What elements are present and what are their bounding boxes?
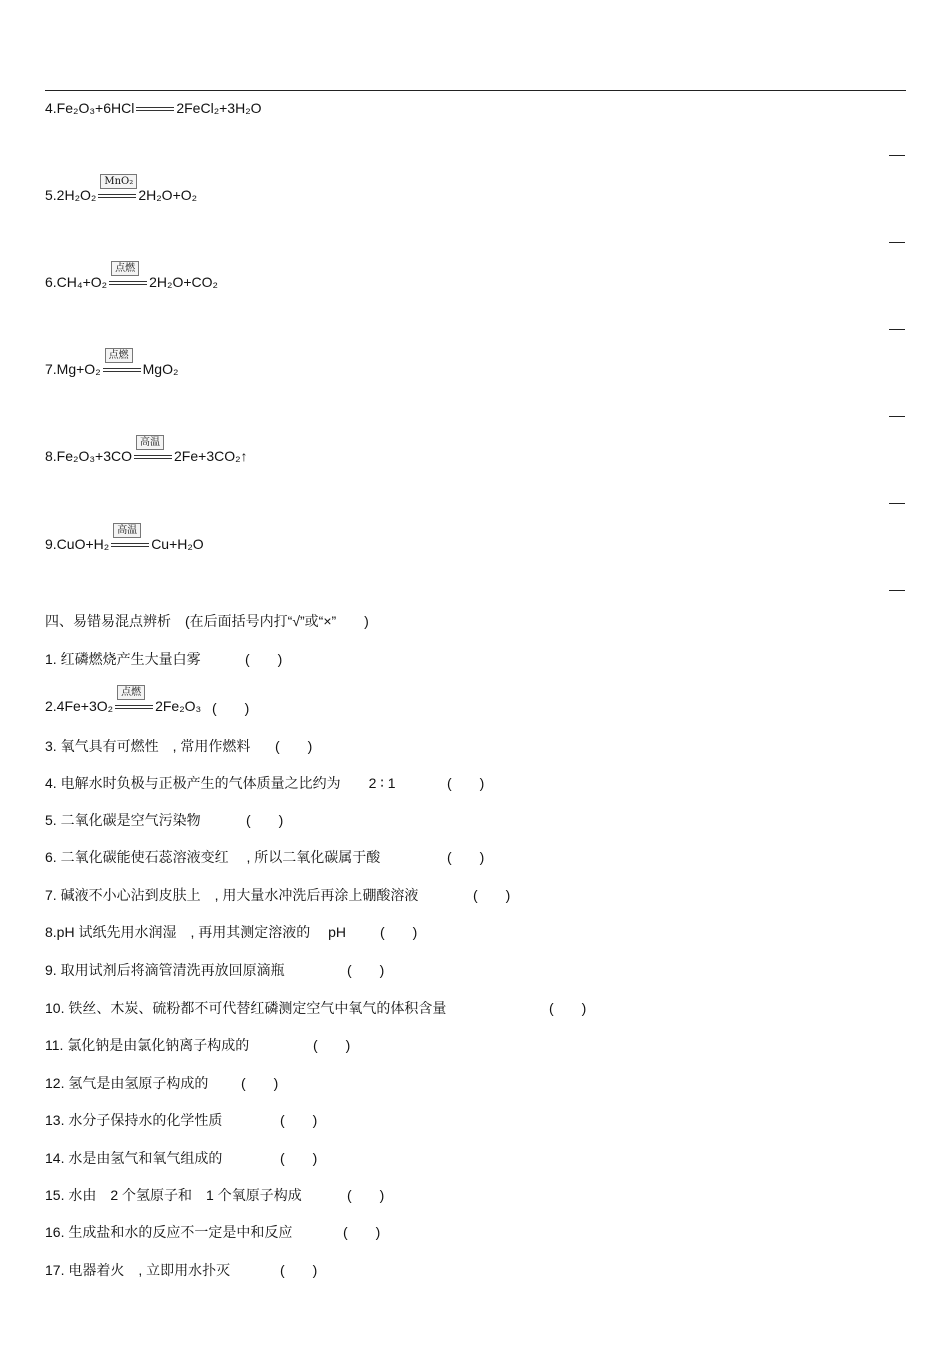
top-rule [45, 90, 906, 91]
answer-parentheses[interactable]: ( ) [212, 700, 250, 716]
equation-right: MgO₂ [142, 361, 179, 377]
answer-parentheses[interactable]: ( ) [280, 1150, 318, 1166]
equals-bar [115, 705, 153, 709]
answer-parentheses[interactable]: ( ) [447, 849, 485, 865]
reaction-condition: 点燃 [111, 261, 139, 276]
equation-left: 4.Fe₂O₃+6HCl [45, 100, 135, 116]
equation-left: 7.Mg+O₂ [45, 361, 101, 377]
list-item: 6. 二氧化碳能使石蕊溶液变红 , 所以二氧化碳属于酸 [45, 849, 381, 865]
equation-4 [45, 100, 262, 116]
equation-right: 2H₂O+CO₂ [149, 274, 218, 290]
answer-line [889, 416, 905, 417]
answer-line [889, 503, 905, 504]
equation-left: 5.2H₂O₂ [45, 187, 97, 203]
list-item: 15. 水由 2 个氢原子和 1 个氧原子构成 [45, 1187, 302, 1203]
list-item: 16. 生成盐和水的反应不一定是中和反应 [45, 1224, 293, 1240]
list-item: 10. 铁丝、木炭、硫粉都不可代替红磷测定空气中氧气的体积含量 [45, 1000, 447, 1016]
section-title: 四、易错易混点辨析 (在后面括号内打“√”或“×” ) [45, 613, 369, 629]
answer-parentheses[interactable]: ( ) [246, 812, 284, 828]
list-item: 7. 碱液不小心沾到皮肤上 , 用大量水冲洗后再涂上硼酸溶液 [45, 887, 419, 903]
equation-8 [45, 437, 248, 464]
reaction-condition: 高温 [113, 523, 141, 538]
equation-9 [45, 525, 204, 552]
answer-parentheses[interactable]: ( ) [380, 924, 418, 940]
equation-6 [45, 263, 218, 290]
list-item: 11. 氯化钠是由氯化钠离子构成的 [45, 1037, 250, 1053]
answer-parentheses[interactable]: ( ) [280, 1112, 318, 1128]
answer-parentheses[interactable]: ( ) [313, 1037, 351, 1053]
list-item: 8.pH 试纸先用水润湿 , 再用其测定溶液的 pH [45, 924, 347, 940]
answer-line [889, 155, 905, 156]
equals-bar [134, 455, 172, 459]
answer-parentheses[interactable]: ( ) [447, 775, 485, 791]
equals-bar [136, 107, 174, 111]
equation-right: 2Fe₂O₃ [155, 698, 202, 714]
equation-right: 2H₂O+O₂ [138, 187, 198, 203]
list-item: 1. 红磷燃烧产生大量白雾 [45, 651, 201, 667]
equals-bar [111, 543, 149, 547]
reaction-condition: MnO₂ [100, 174, 137, 189]
reaction-condition: 点燃 [105, 348, 133, 363]
answer-parentheses[interactable]: ( ) [343, 1224, 381, 1240]
list-item: 9. 取用试剂后将滴管清洗再放回原滴瓶 [45, 962, 285, 978]
equation-right: 2FeCl₂+3H₂O [176, 100, 262, 116]
list-item: 3. 氧气具有可燃性 , 常用作燃料 [45, 738, 251, 754]
list-item: 12. 氢气是由氢原子构成的 [45, 1075, 209, 1091]
list-item: 4. 电解水时负极与正极产生的气体质量之比约为 2 ∶ 1 [45, 775, 396, 791]
equals-bar [103, 368, 141, 372]
answer-parentheses[interactable]: ( ) [280, 1262, 318, 1278]
list-item: 17. 电器着火 , 立即用水扑灭 [45, 1262, 231, 1278]
equation-left: 9.CuO+H₂ [45, 536, 110, 552]
answer-parentheses[interactable]: ( ) [347, 962, 385, 978]
answer-line [889, 590, 905, 591]
equals-bar [98, 194, 136, 198]
equation-left: 8.Fe₂O₃+3CO [45, 448, 133, 464]
equation-left: 2.4Fe+3O₂ [45, 698, 114, 714]
equation-left: 6.CH₄+O₂ [45, 274, 108, 290]
answer-line [889, 242, 905, 243]
reaction-condition: 高温 [136, 435, 164, 450]
answer-parentheses[interactable]: ( ) [275, 738, 313, 754]
answer-parentheses[interactable]: ( ) [549, 1000, 587, 1016]
list-item [45, 687, 202, 714]
equation-5 [45, 176, 198, 203]
reaction-condition: 点燃 [117, 685, 145, 700]
answer-parentheses[interactable]: ( ) [473, 887, 511, 903]
list-item: 5. 二氧化碳是空气污染物 [45, 812, 201, 828]
answer-parentheses[interactable]: ( ) [241, 1075, 279, 1091]
answer-parentheses[interactable]: ( ) [245, 651, 283, 667]
list-item: 13. 水分子保持水的化学性质 [45, 1112, 223, 1128]
equation-right: Cu+H₂O [151, 536, 204, 552]
equals-bar [109, 281, 147, 285]
list-item: 14. 水是由氢气和氧气组成的 [45, 1150, 223, 1166]
equation-7 [45, 350, 179, 377]
answer-line [889, 329, 905, 330]
equation-right: 2Fe+3CO₂↑ [174, 448, 248, 464]
answer-parentheses[interactable]: ( ) [347, 1187, 385, 1203]
